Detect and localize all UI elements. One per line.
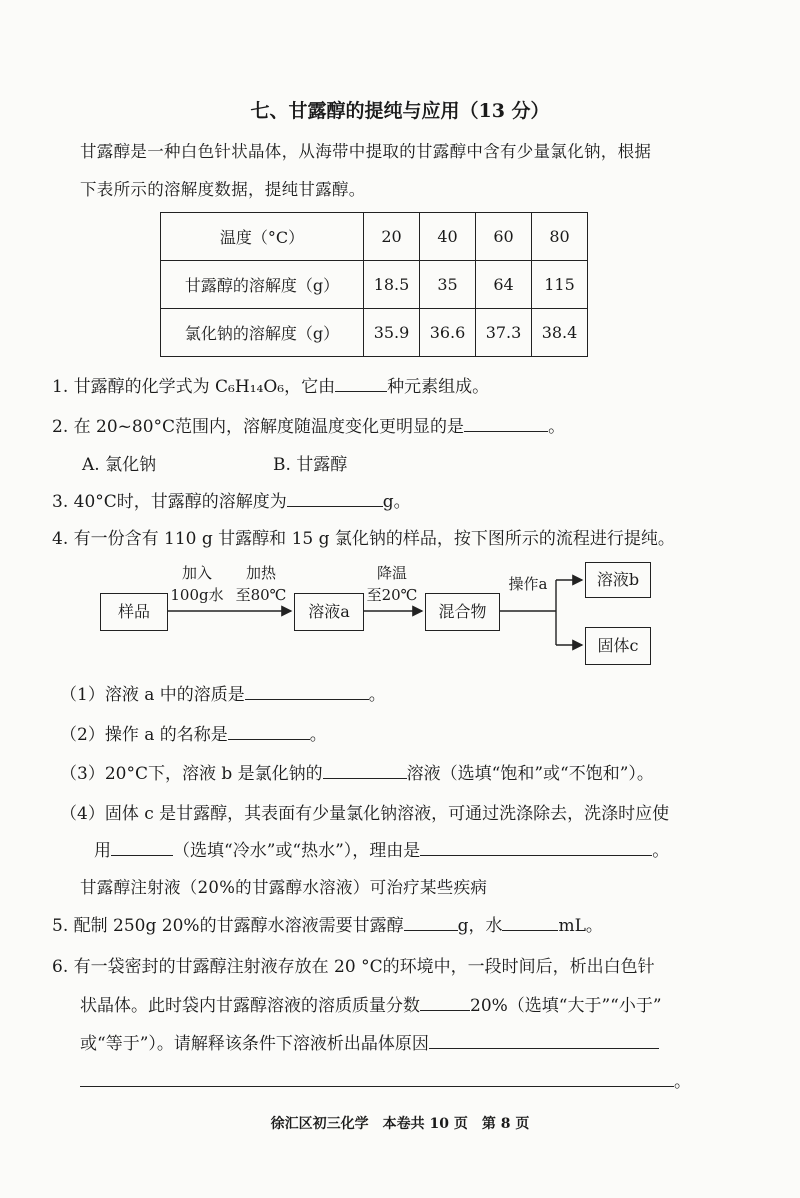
answer-blank[interactable] xyxy=(420,837,652,856)
intro-line-1: 甘露醇是一种白色针状晶体，从海带中提取的甘露醇中含有少量氯化钠，根据 xyxy=(80,142,652,161)
table-cell: 36.6 xyxy=(420,309,476,357)
answer-blank[interactable] xyxy=(323,760,407,779)
question-text: 种元素组成。 xyxy=(387,377,490,397)
table-cell: 氯化钠的溶解度（g） xyxy=(161,309,364,357)
question-text: 。 xyxy=(309,725,327,745)
answer-blank[interactable] xyxy=(502,912,558,931)
table-cell: 115 xyxy=(532,261,588,309)
question-text: 。 xyxy=(548,417,566,437)
table-cell: 80 xyxy=(532,213,588,261)
answer-blank[interactable] xyxy=(404,912,458,931)
mixture-box: 混合物 xyxy=(425,593,500,631)
question-6-line-3 xyxy=(80,1029,659,1054)
answer-blank[interactable] xyxy=(287,488,383,507)
question-text: mL。 xyxy=(558,916,603,936)
question-text: 40°C时，甘露醇的溶解度为 xyxy=(73,492,287,512)
table-cell: 37.3 xyxy=(476,309,532,357)
question-text: 或“等于”）。请解释该条件下溶液析出晶体原因 xyxy=(80,1034,429,1054)
solution-b-box: 溶液b xyxy=(585,562,651,598)
table-cell: 40 xyxy=(420,213,476,261)
sub-question-4-line-2 xyxy=(94,836,669,861)
question-text: 20%（选填“大于”“小于” xyxy=(470,996,662,1016)
table-cell: 20 xyxy=(364,213,420,261)
table-cell: 35.9 xyxy=(364,309,420,357)
table-row xyxy=(161,309,588,357)
solution-a-box: 溶液a xyxy=(294,593,364,631)
question-text: 固体 c 是甘露醇，其表面有少量氯化钠溶液，可通过洗涤除去，洗涤时应使 xyxy=(104,804,670,824)
question-text: g。 xyxy=(382,492,411,512)
answer-blank[interactable] xyxy=(464,413,548,432)
question-6 xyxy=(52,952,655,977)
step3-label-bottom: 至20℃ xyxy=(366,586,418,604)
question-5 xyxy=(52,911,603,936)
table-cell: 38.4 xyxy=(532,309,588,357)
step2-label-top: 加热 xyxy=(245,564,276,582)
question-number: （3） xyxy=(60,764,105,784)
question-text: 配制 250g 20%的甘露醇水溶液需要甘露醇 xyxy=(73,916,404,936)
question-text: 。 xyxy=(674,1072,691,1092)
solubility-table xyxy=(160,212,588,357)
question-3 xyxy=(52,487,411,512)
table-row xyxy=(161,213,588,261)
step1-label-bottom: 100g水 xyxy=(170,586,224,604)
question-text: 溶液 a 中的溶质是 xyxy=(104,685,245,705)
question-1 xyxy=(52,372,489,397)
question-4 xyxy=(52,524,675,549)
table-cell: 甘露醇的溶解度（g） xyxy=(161,261,364,309)
operation-label: 操作a xyxy=(508,575,548,593)
question-text: 。 xyxy=(368,685,386,705)
question-text: 20°C下，溶液 b 是氯化钠的 xyxy=(104,764,323,784)
table-cell: 18.5 xyxy=(364,261,420,309)
sub-question-2 xyxy=(60,720,327,745)
step3-label-top: 降温 xyxy=(376,564,407,582)
page-footer: 徐汇区初三化学 本卷共 10 页 第 8 页 xyxy=(270,1116,530,1132)
solid-c-box: 固体c xyxy=(585,627,651,665)
table-row xyxy=(161,261,588,309)
question-number: 1. xyxy=(52,377,69,397)
answer-blank[interactable] xyxy=(420,992,470,1011)
table-cell: 64 xyxy=(476,261,532,309)
question-number: 5. xyxy=(52,916,69,936)
step1-label-top: 加入 xyxy=(181,564,212,582)
section-title: 七、甘露醇的提纯与应用（13 分） xyxy=(250,100,550,122)
question-2 xyxy=(52,412,565,437)
question-number: （4） xyxy=(60,804,105,824)
intro-line-2: 下表所示的溶解度数据，提纯甘露醇。 xyxy=(80,180,366,199)
section-note: 甘露醇注射液（20%的甘露醇水溶液）可治疗某些疾病 xyxy=(80,878,488,897)
answer-blank[interactable] xyxy=(335,373,387,392)
question-6-line-4 xyxy=(80,1067,691,1092)
sub-question-4 xyxy=(60,799,669,824)
answer-blank[interactable] xyxy=(228,721,310,740)
question-number: 6. xyxy=(52,957,69,977)
question-text: 甘露醇的化学式为 C₆H₁₄O₆，它由 xyxy=(73,377,336,397)
question-number: 4. xyxy=(52,529,69,549)
question-number: （2） xyxy=(60,725,105,745)
question-text: 用 xyxy=(94,841,111,861)
question-text: 状晶体。此时袋内甘露醇溶液的溶质质量分数 xyxy=(80,996,420,1016)
question-text: 有一袋密封的甘露醇注射液存放在 20 °C的环境中，一段时间后，析出白色针 xyxy=(73,957,655,977)
answer-blank[interactable] xyxy=(429,1030,659,1049)
option-b: B. 甘露醇 xyxy=(273,455,348,475)
answer-blank[interactable] xyxy=(80,1068,674,1087)
sub-question-1 xyxy=(60,680,386,705)
sub-question-3 xyxy=(60,759,654,784)
option-a: A. 氯化钠 xyxy=(82,455,157,475)
question-6-line-2 xyxy=(80,991,662,1016)
question-text: （选填“冷水”或“热水”），理由是 xyxy=(173,841,421,861)
question-text: 有一份含有 110 g 甘露醇和 15 g 氯化钠的样品，按下图所示的流程进行提纯。 xyxy=(73,529,675,549)
question-number: （1） xyxy=(60,685,105,705)
question-number: 3. xyxy=(52,492,69,512)
table-cell: 温度（°C） xyxy=(161,213,364,261)
table-cell: 60 xyxy=(476,213,532,261)
table-cell: 35 xyxy=(420,261,476,309)
question-text: g，水 xyxy=(457,916,503,936)
answer-blank[interactable] xyxy=(111,837,173,856)
step2-label-bottom: 至80℃ xyxy=(235,586,287,604)
answer-blank[interactable] xyxy=(245,681,369,700)
question-text: 操作 a 的名称是 xyxy=(104,725,228,745)
question-text: 在 20~80°C范围内，溶解度随温度变化更明显的是 xyxy=(73,417,465,437)
question-text: 。 xyxy=(652,841,670,861)
sample-box: 样品 xyxy=(100,593,168,631)
question-number: 2. xyxy=(52,417,69,437)
question-text: 溶液（选填“饱和”或“不饱和”）。 xyxy=(406,764,654,784)
